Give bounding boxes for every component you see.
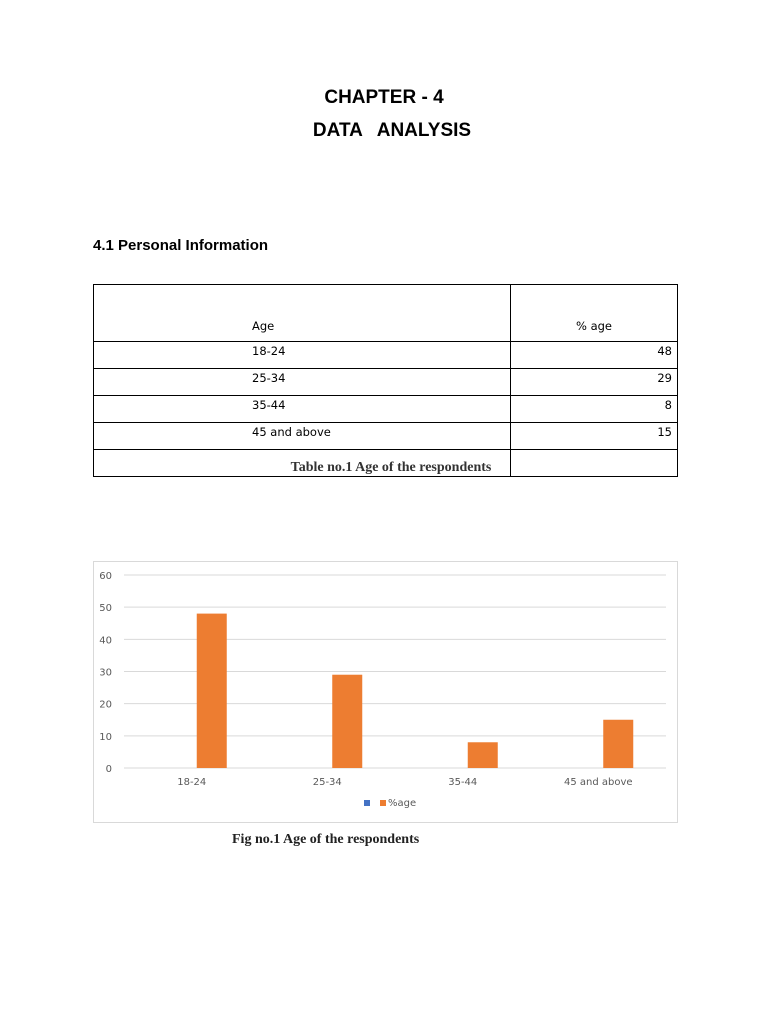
chart-svg bbox=[94, 562, 679, 824]
table-row bbox=[94, 423, 678, 450]
age-bar-chart bbox=[93, 561, 678, 823]
chapter-subtitle: DATA ANALYSIS bbox=[312, 120, 472, 141]
y-tick-label: 10 bbox=[99, 731, 112, 743]
table-row bbox=[94, 369, 678, 396]
cell-percent: 29 bbox=[511, 369, 678, 396]
x-tick-label: 35-44 bbox=[448, 777, 478, 788]
legend-swatch bbox=[364, 800, 370, 806]
cell-age: 25-34 bbox=[94, 369, 511, 396]
header-age: Age bbox=[94, 285, 511, 342]
table-header-row bbox=[94, 285, 678, 342]
y-tick-label: 20 bbox=[99, 699, 112, 711]
legend-swatch bbox=[380, 800, 386, 806]
cell-percent: 8 bbox=[511, 396, 678, 423]
cell-age: 35-44 bbox=[94, 396, 511, 423]
bar bbox=[468, 742, 498, 768]
y-tick-label: 0 bbox=[105, 764, 112, 775]
cell-age: 45 and above bbox=[94, 423, 511, 450]
figure-caption: Fig no.1 Age of the respondents bbox=[232, 832, 420, 847]
bar bbox=[197, 614, 227, 768]
cell-percent: 48 bbox=[511, 342, 678, 369]
header-percent-age: % age bbox=[511, 285, 678, 342]
y-tick-label: 30 bbox=[99, 667, 112, 679]
chapter-title: CHAPTER - 4 bbox=[324, 87, 444, 108]
bar bbox=[603, 720, 633, 768]
table-row bbox=[94, 342, 678, 369]
x-tick-label: 18-24 bbox=[177, 777, 207, 788]
x-tick-label: 25-34 bbox=[312, 777, 342, 788]
y-tick-label: 50 bbox=[99, 603, 112, 615]
table-caption: Table no.1 Age of the respondents bbox=[290, 460, 492, 475]
x-tick-label: 45 and above bbox=[563, 777, 633, 788]
section-heading: 4.1 Personal Information bbox=[93, 237, 269, 254]
bar bbox=[332, 675, 362, 768]
cell-percent: 15 bbox=[511, 423, 678, 450]
age-table bbox=[93, 284, 678, 477]
legend-label: %age bbox=[388, 798, 417, 809]
y-tick-label: 60 bbox=[99, 571, 112, 582]
table-row bbox=[94, 396, 678, 423]
cell-age: 18-24 bbox=[94, 342, 511, 369]
y-tick-label: 40 bbox=[99, 635, 112, 647]
